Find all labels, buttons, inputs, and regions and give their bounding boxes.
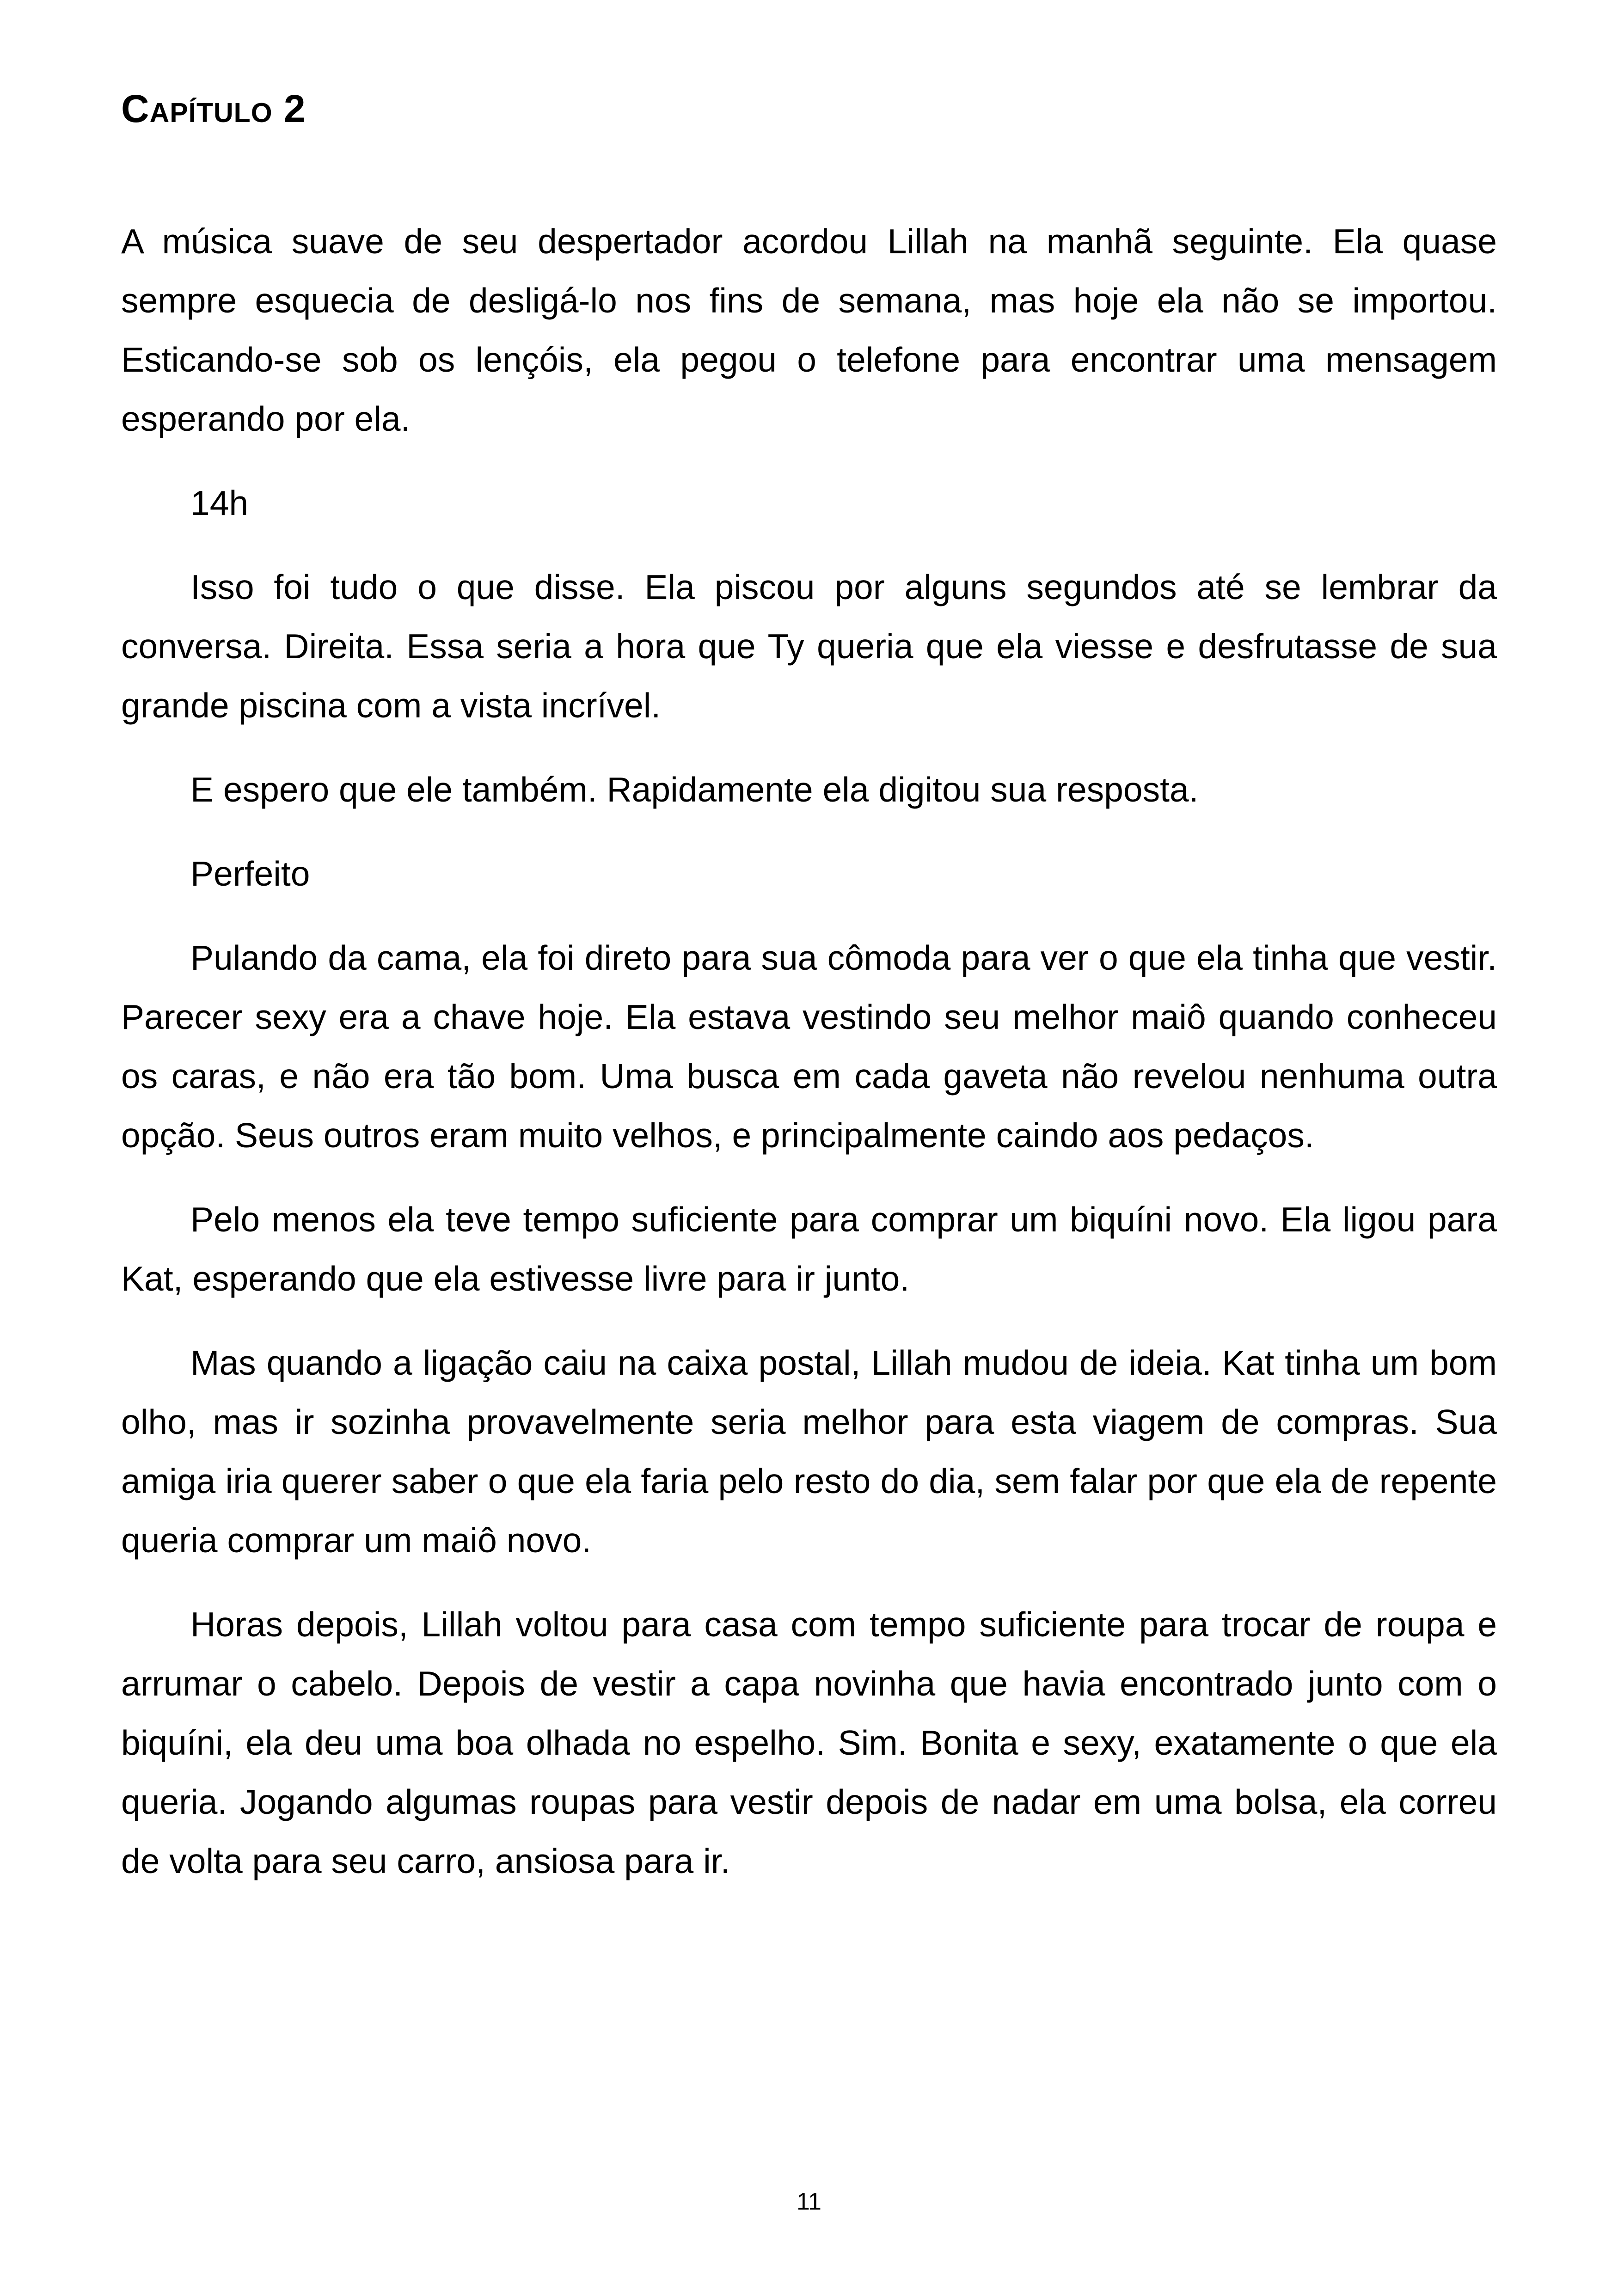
chapter-body <box>121 212 1497 1916</box>
paragraph: E espero que ele também. Rapidamente ela digitou sua resposta. <box>190 770 1199 809</box>
paragraph: Mas quando a ligação caiu na caixa postal, Lillah mudou de ideia. Kat tinha um bom olho, mas ir sozinha provavelmente seria melhor para esta viagem de compras. Sua amiga iria querer saber o que ela faria pelo resto do dia, sem falar por que ela de repente queria comprar um maiô novo. <box>121 1343 1497 1560</box>
paragraph: 14h <box>190 484 249 522</box>
page-number: 11 <box>797 2188 821 2215</box>
paragraph: Perfeito <box>190 854 310 893</box>
paragraph: Pelo menos ela teve tempo suficiente para comprar um biquíni novo. Ela ligou para Kat, esperando que ela estivesse livre para ir junto. <box>121 1200 1497 1298</box>
paragraph: Isso foi tudo o que disse. Ela piscou por alguns segundos até se lembrar da conversa. Direita. Essa seria a hora que Ty queria que ela viesse e desfrutasse de sua grande piscina com a vista incrível. <box>121 568 1497 725</box>
paragraph: A música suave de seu despertador acordou Lillah na manhã seguinte. Ela quase sempre esquecia de desligá-lo nos fins de semana, mas hoje ela não se importou. Esticando-se sob os lençóis, ela pegou o telefone para encontrar uma mensagem esperando por ela. <box>121 222 1497 438</box>
paragraph: Pulando da cama, ela foi direto para sua cômoda para ver o que ela tinha que vestir. Parecer sexy era a chave hoje. Ela estava vestindo seu melhor maiô quando conheceu os caras, e não era tão bom. Uma busca em cada gaveta não revelou nenhuma outra opção. Seus outros eram muito velhos, e principalmente caindo aos pedaços. <box>121 938 1497 1155</box>
paragraph: Horas depois, Lillah voltou para casa com tempo suficiente para trocar de roupa e arrumar o cabelo. Depois de vestir a capa novinha que havia encontrado junto com o biquíni, ela deu uma boa olhada no espelho. Sim. Bonita e sexy, exatamente o que ela queria. Jogando algumas roupas para vestir depois de nadar em uma bolsa, ela correu de volta para seu carro, ansiosa para ir. <box>121 1605 1497 1880</box>
chapter-title: Capítulo 2 <box>121 87 306 130</box>
